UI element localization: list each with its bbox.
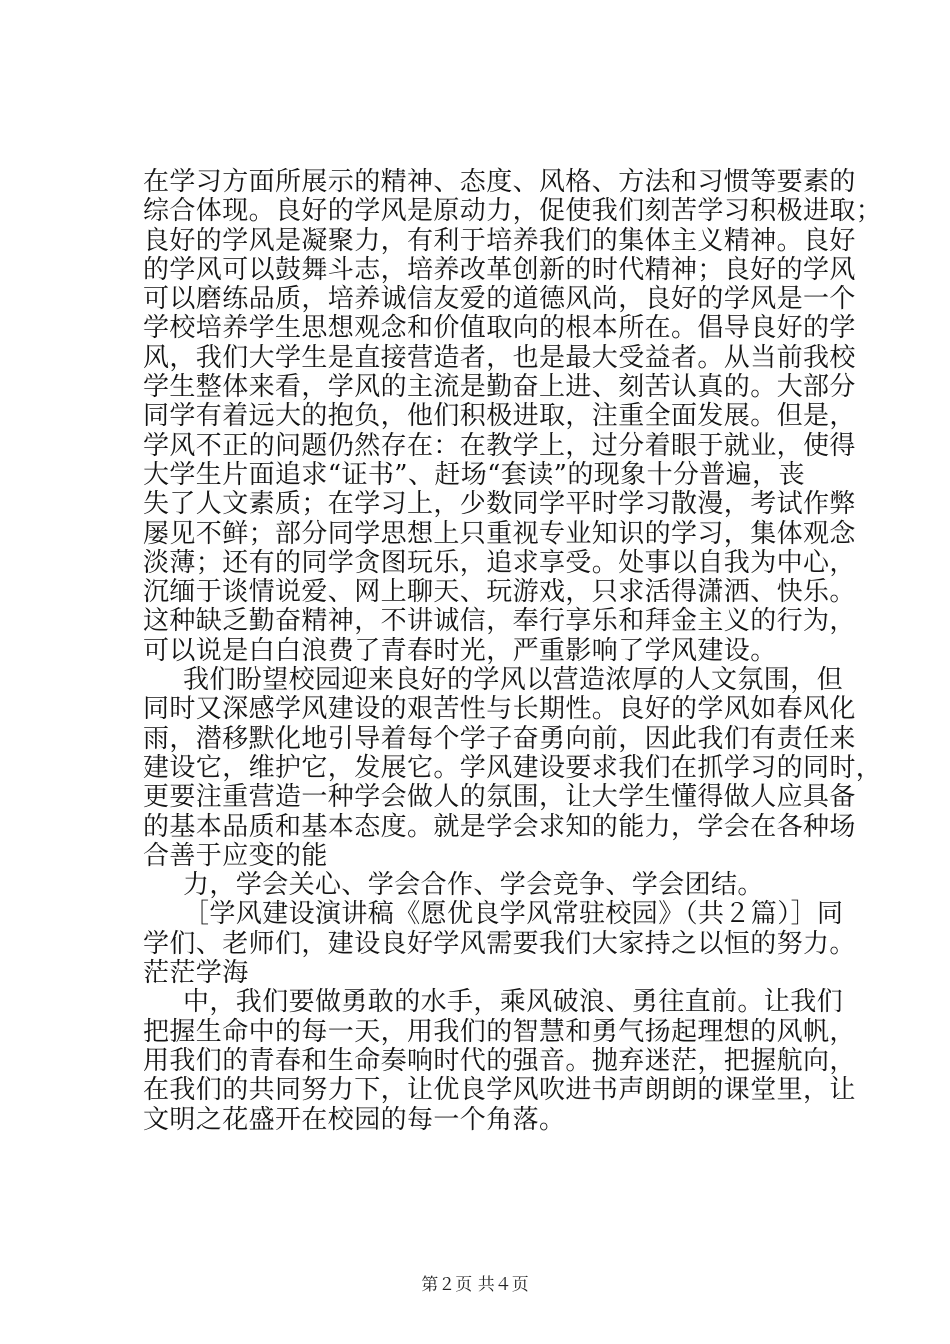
text-line: 学风不正的问题仍然存在：在教学上，过分着眼于就业，使得 [143,430,856,461]
text-line: 良好的学风是凝聚力，有利于培养我们的集体主义精神。良好 [143,225,856,256]
text-line: 淡薄；还有的同学贪图玩乐，追求享受。处事以自我为中心， [143,547,856,578]
text-line: 学们、老师们，建设良好学风需要我们大家持之以恒的努力。 [143,928,856,959]
text-line: 屡见不鲜；部分同学思想上只重视专业知识的学习，集体观念 [143,518,856,549]
text-line: 失了人文素质；在学习上，少数同学平时学习散漫，考试作弊 [143,489,856,520]
document-body [143,167,883,1135]
text-line: 同学有着远大的抱负，他们积极进取，注重全面发展。但是， [143,401,856,432]
text-line: 把握生命中的每一天，用我们的智慧和勇气扬起理想的风帆， [143,1016,856,1047]
text-line: 建设它，维护它，发展它。学风建设要求我们在抓学习的同时， [143,752,883,783]
text-line: 同时又深感学风建设的艰苦性与长期性。良好的学风如春风化 [143,694,856,725]
paragraph-start-line: 我们盼望校园迎来良好的学风以营造浓厚的人文氛围，但 [183,665,844,696]
page-number-footer: 第２页 共４页 [421,1275,529,1295]
text-line: 综合体现。良好的学风是原动力，促使我们刻苦学习积极进取； [143,196,883,227]
text-line: 可以说是白白浪费了青春时光，严重影响了学风建设。 [143,635,777,666]
text-line: 在我们的共同努力下，让优良学风吹进书声朗朗的课堂里，让 [143,1075,856,1106]
paragraph-start-line: ［学风建设演讲稿《愿优良学风常驻校园》（共２篇）］同 [183,899,844,930]
paragraph-start-line: 中，我们要做勇敢的水手，乘风破浪、勇往直前。让我们 [183,987,844,1018]
text-line: 用我们的青春和生命奏响时代的强音。抛弃迷茫，把握航向， [143,1045,856,1076]
text-line: 文明之花盛开在校园的每一个角落。 [143,1104,566,1135]
text-line: 沉缅于谈情说爱、网上聊天、玩游戏，只求活得潇洒、快乐。 [143,577,856,608]
paragraph-start-line: 力，学会关心、学会合作、学会竞争、学会团结。 [183,870,764,901]
text-line: 茫茫学海 [143,958,249,989]
text-line: 的学风可以鼓舞斗志，培养改革创新的时代精神；良好的学风 [143,254,856,285]
text-line: 合善于应变的能 [143,840,328,871]
text-line: 这种缺乏勤奋精神，不讲诚信，奉行享乐和拜金主义的行为， [143,606,856,637]
text-line: 在学习方面所展示的精神、态度、风格、方法和习惯等要素的 [143,167,856,197]
text-line: 雨，潜移默化地引导着每个学子奋勇向前，因此我们有责任来 [143,723,856,754]
text-line: 大学生片面追求“证书”、赶场“套读”的现象十分普遍，丧 [143,459,805,490]
text-line: 学生整体来看，学风的主流是勤奋上进、刻苦认真的。大部分 [143,372,856,403]
text-line: 学校培养学生思想观念和价值取向的根本所在。倡导良好的学 [143,313,856,344]
text-line: 更要注重营造一种学会做人的氛围，让大学生懂得做人应具备 [143,782,856,813]
text-line: 可以磨练品质，培养诚信友爱的道德风尚，良好的学风是一个 [143,284,856,315]
text-line: 风，我们大学生是直接营造者，也是最大受益者。从当前我校 [143,342,856,373]
text-line: 的基本品质和基本态度。就是学会求知的能力，学会在各种场 [143,811,856,842]
